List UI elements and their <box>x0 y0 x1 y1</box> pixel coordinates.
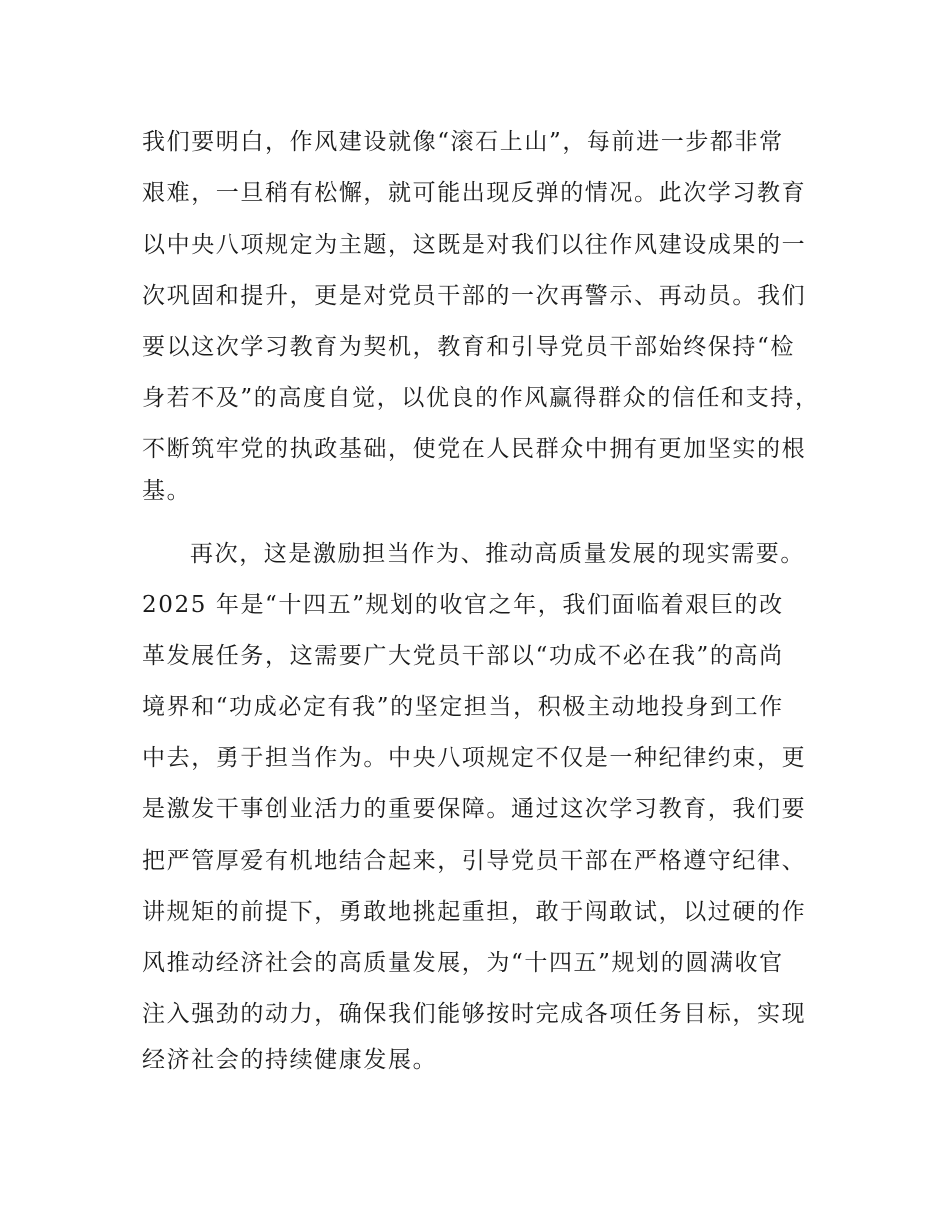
text-line: 讲规矩的前提下，勇敢地挑起重担，敢于闯敢试，以过硬的作 <box>142 899 807 925</box>
text-line: 基。 <box>142 478 192 504</box>
text-line: 再次，这是激励担当作为、推动高质量发展的现实需要。 <box>190 541 805 567</box>
text-line: 不断筑牢党的执政基础，使党在人民群众中拥有更加坚实的根 <box>142 436 807 462</box>
text-line: 是激发干事创业活力的重要保障。通过这次学习教育，我们要 <box>142 796 807 822</box>
text-line: 把严管厚爱有机地结合起来，引导党员干部在严格遵守纪律、 <box>142 848 807 874</box>
text-line: 中去，勇于担当作为。中央八项规定不仅是一种纪律约束，更 <box>142 745 807 771</box>
text-line: 以中央八项规定为主题，这既是对我们以往作风建设成果的一 <box>142 232 807 258</box>
text-line: 境界和“功成必定有我”的坚定担当，积极主动地投身到工作 <box>142 694 784 720</box>
text-line: 风推动经济社会的高质量发展，为“十四五”规划的圆满收官 <box>142 950 784 976</box>
text-line: 身若不及”的高度自觉，以优良的作风赢得群众的信任和支持， <box>142 385 820 411</box>
text-line: 要以这次学习教育为契机，教育和引导党员干部始终保持“检 <box>142 334 795 360</box>
text-line: 2025 年是“十四五”规划的收官之年，我们面临着艰巨的改 <box>142 592 784 618</box>
text-line: 艰难，一旦稍有松懈，就可能出现反弹的情况。此次学习教育 <box>142 180 807 206</box>
text-line: 经济社会的持续健康发展。 <box>142 1047 438 1073</box>
text-line: 次巩固和提升，更是对党员干部的一次再警示、再动员。我们 <box>142 283 807 309</box>
text-line: 我们要明白，作风建设就像“滚石上山”，每前进一步都非常 <box>142 129 784 155</box>
text-line: 注入强劲的动力，确保我们能够按时完成各项任务目标，实现 <box>142 1001 807 1027</box>
text-line: 革发展任务，这需要广大党员干部以“功成不必在我”的高尚 <box>142 643 784 669</box>
